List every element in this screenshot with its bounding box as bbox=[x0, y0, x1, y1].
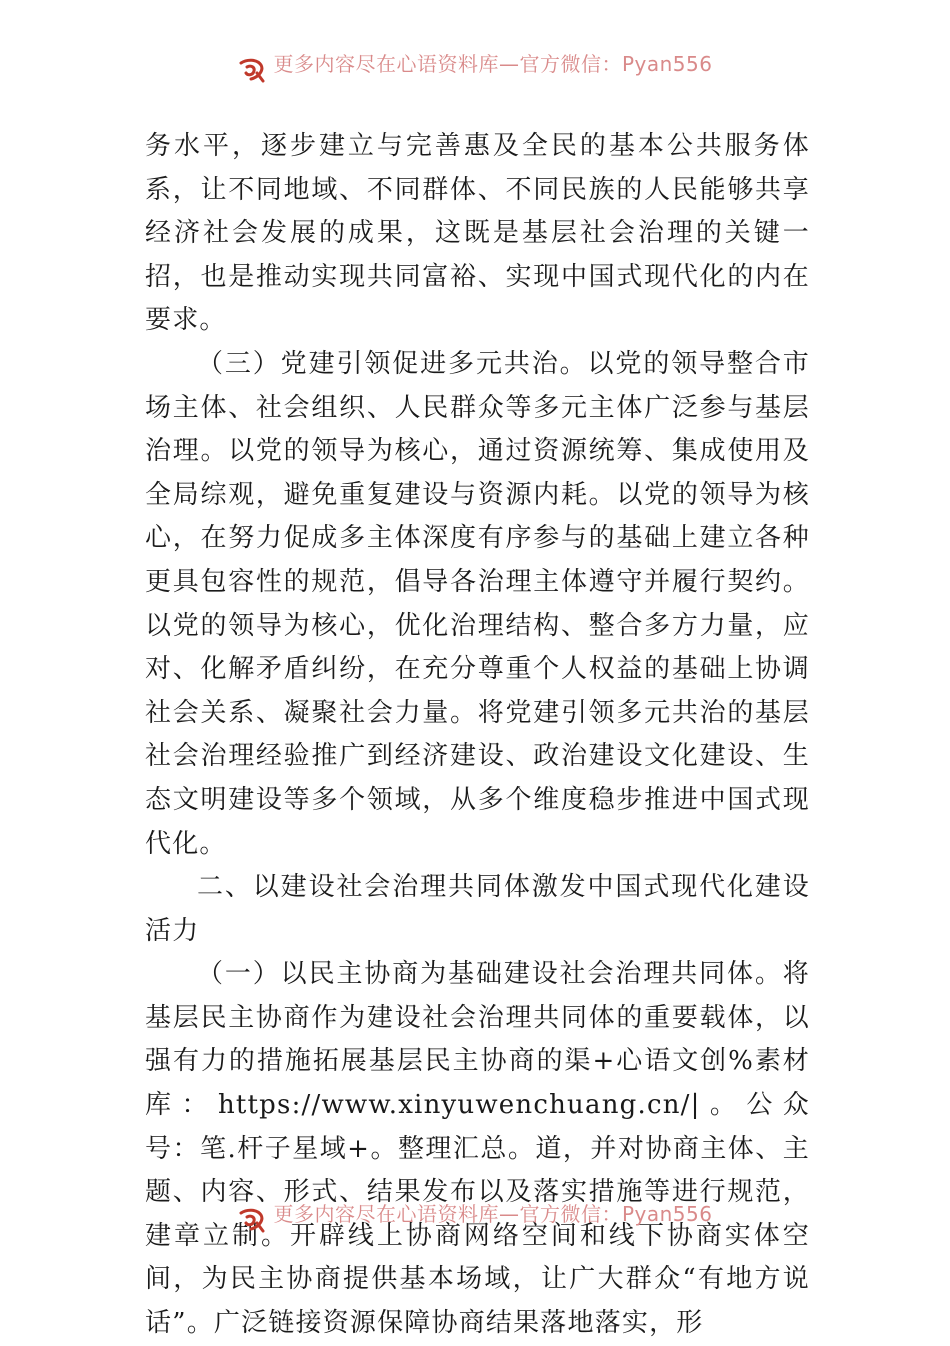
header-watermark bbox=[0, 50, 950, 90]
brand-logo-icon bbox=[237, 57, 267, 83]
watermark-text: 更多内容尽在心语资料库—官方微信：Pyan556 bbox=[273, 51, 713, 76]
section-heading-2: 二、以建设社会治理共同体激发中国式现代化建设活力 bbox=[145, 872, 810, 946]
footer-watermark bbox=[0, 1200, 950, 1240]
watermark-text: 更多内容尽在心语资料库—官方微信：Pyan556 bbox=[273, 1201, 713, 1226]
document-body bbox=[145, 125, 810, 1346]
paragraph-continued: 务水平，逐步建立与完善惠及全民的基本公共服务体系，让不同地域、不同群体、不同民族的人民能够共享经济社会发展的成果，这既是基层社会治理的关键一招，也是推动实现共同富裕、实现中国式现代化的内在要求。 bbox=[145, 131, 810, 336]
paragraph-section-3: （三）党建引领促进多元共治。以党的领导整合市场主体、社会组织、人民群众等多元主体广泛参与基层治理。以党的领导为核心，通过资源统筹、集成使用及全局综观，避免重复建设与资源内耗。以党的领导为核心，在努力促成多主体深度有序参与的基础上建立各种更具包容性的规范，倡导各治理主体遵守并履行契约。以党的领导为核心，优化治理结构、整合多方力量，应对、化解矛盾纠纷，在充分尊重个人权益的基础上协调社会关系、凝聚社会力量。将党建引领多元共治的基层社会治理经验推广到经济建设、政治建设文化建设、生态文明建设等多个领域，从多个维度稳步推进中国式现代化。 bbox=[145, 348, 810, 859]
brand-logo-icon bbox=[237, 1207, 267, 1233]
paragraph-subsection-1: （一）以民主协商为基础建设社会治理共同体。将基层民主协商作为建设社会治理共同体的重要载体，以强有力的措施拓展基层民主协商的渠+心语文创%素材库：https://www.xinyuwenchuang.cn/|。公众号：笔.杆子星域+。整理汇总。道，并对协商主体、主题、内容、形式、结果发布以及落实措施等进行规范，建章立制。开辟线上协商网络空间和线下协商实体空间，为民主协商提供基本场域，让广大群众“有地方说话”。广泛链接资源保障协商结果落地落实，形 bbox=[145, 959, 810, 1339]
